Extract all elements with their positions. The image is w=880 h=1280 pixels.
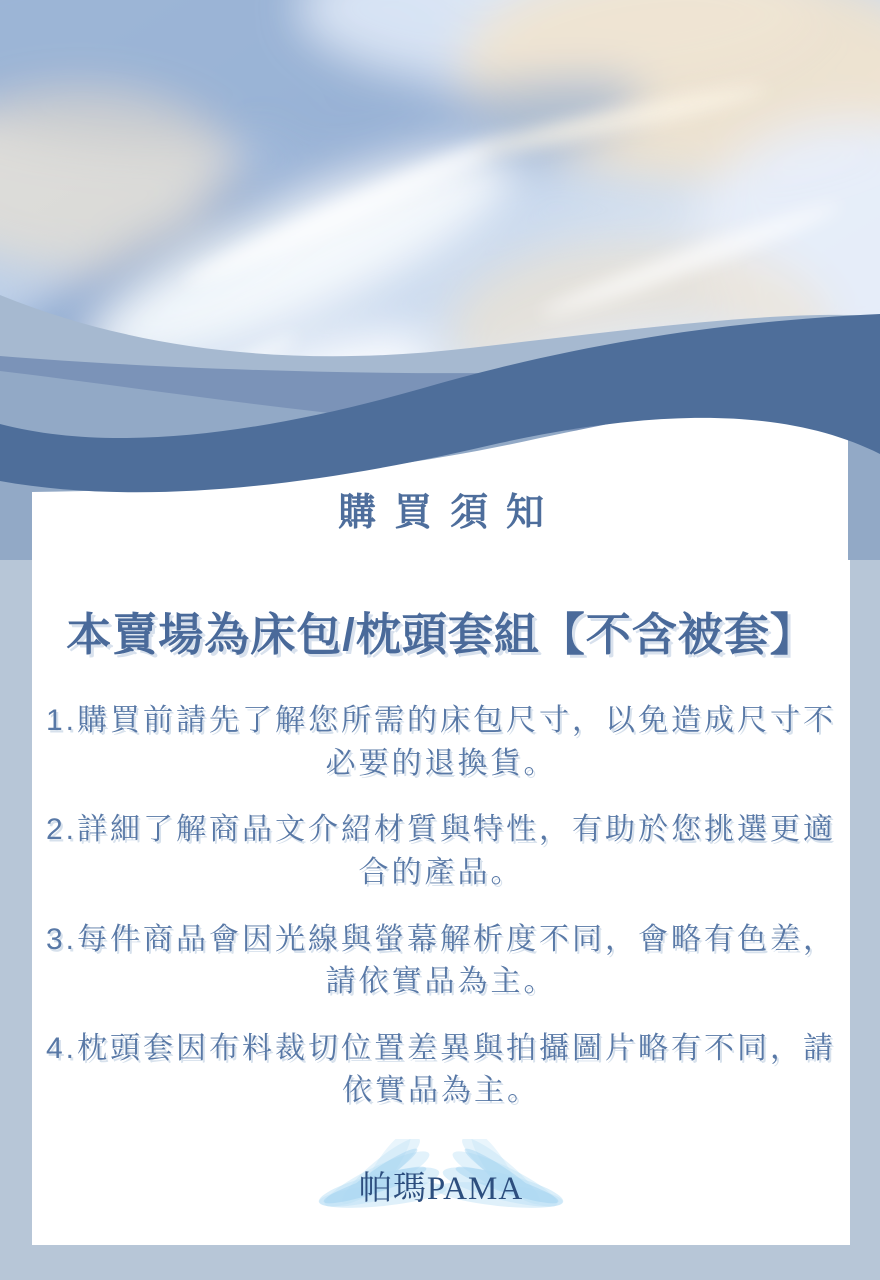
notice-content (32, 462, 850, 1245)
notice-item-4: 4.枕頭套因布料裁切位置差異與拍攝圖片略有不同，請依實品為主。 (45, 1031, 837, 1108)
notice-item-1: 1.購買前請先了解您所需的床包尺寸，以免造成尺寸不必要的退換貨。 (45, 704, 837, 780)
page-title: 購買須知 (337, 492, 562, 534)
brand-name: 帕瑪PAMA (358, 1170, 524, 1207)
notice-list (32, 676, 850, 1113)
notice-subtitle: 本賣場為床包/枕頭套組【不含被套】 (66, 609, 816, 661)
brand-logo (291, 1139, 591, 1231)
notice-item-3: 3.每件商品會因光線與螢幕解析度不同，會略有色差，請依實品為主。 (45, 922, 837, 999)
notice-item-2: 2.詳細了解商品文介紹材質與特性，有助於您挑選更適合的產品。 (45, 813, 837, 890)
